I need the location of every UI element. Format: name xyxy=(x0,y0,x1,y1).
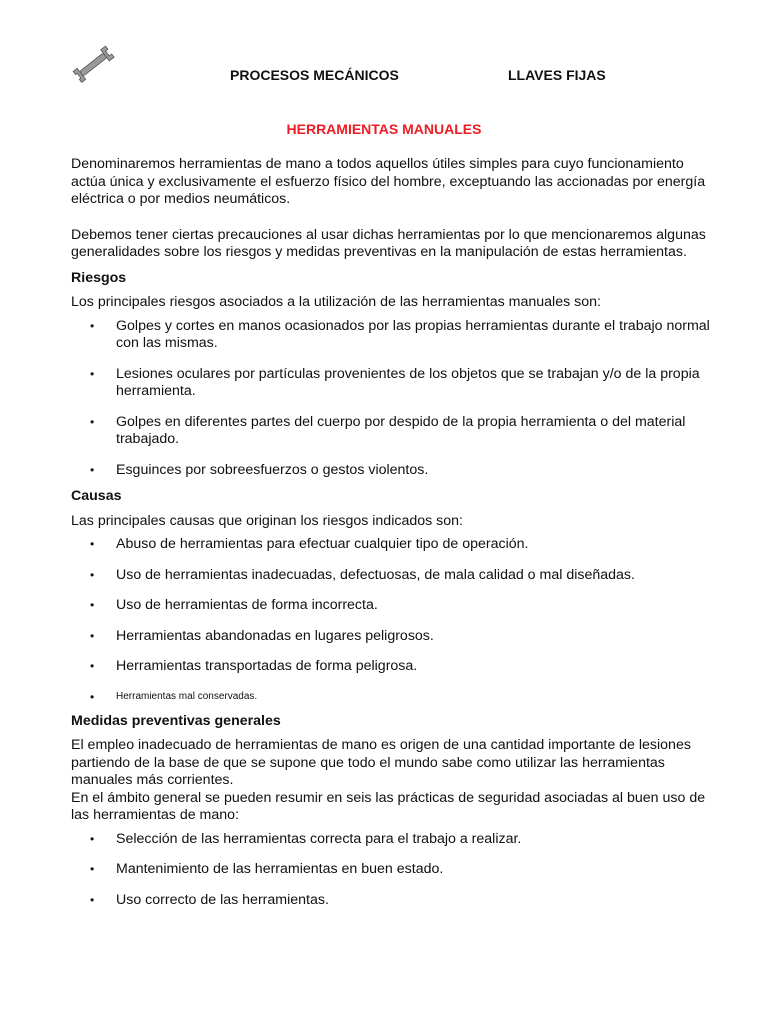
list-item: • Mantenimiento de las herramientas en buen estado. xyxy=(71,861,711,879)
medidas-paragraph-2: En el ámbito general se pueden resumir en seis las prácticas de seguridad asociadas al buen uso de las herramientas de mano: xyxy=(71,789,706,823)
riesgos-intro: Los principales riesgos asociados a la utilización de las herramientas manuales son: xyxy=(71,294,601,310)
medidas-list xyxy=(71,831,711,910)
list-item: • Uso de herramientas de forma incorrecta. xyxy=(71,597,711,615)
list-item: • Abuso de herramientas para efectuar cualquier tipo de operación. xyxy=(71,536,711,554)
page-title: HERRAMIENTAS MANUALES xyxy=(286,121,482,137)
list-item: • Uso de herramientas inadecuadas, defectuosas, de mala calidad o mal diseñadas. xyxy=(71,567,711,585)
medidas-heading: Medidas preventivas generales xyxy=(71,712,281,729)
header-right-title: LLAVES FIJAS xyxy=(508,67,606,83)
list-item: • Herramientas mal conservadas. xyxy=(71,690,711,704)
wrench-icon xyxy=(72,44,116,84)
medidas-paragraph-1: El empleo inadecuado de herramientas de mano es origen de una cantidad importante de lesiones partiendo de la base de que se supone que todo el mundo sabe como utilizar las herramientas manuales más corrientes. xyxy=(71,737,691,788)
riesgos-list xyxy=(71,318,711,480)
header-left-title: PROCESOS MECÁNICOS xyxy=(230,67,399,83)
causas-intro: Las principales causas que originan los riesgos indicados son: xyxy=(71,512,463,529)
list-item: • Herramientas transportadas de forma peligrosa. xyxy=(71,658,711,676)
list-item: • Lesiones oculares por partículas provenientes de los objetos que se trabajan y/o de la propia herramienta. xyxy=(71,366,711,401)
causas-list xyxy=(71,536,711,704)
causas-heading: Causas xyxy=(71,488,122,504)
list-item: • Herramientas abandonadas en lugares peligrosos. xyxy=(71,628,711,646)
riesgos-heading: Riesgos xyxy=(71,269,127,286)
intro-paragraph-2: Debemos tener ciertas precauciones al usar dichas herramientas por lo que mencionaremos algunas generalidades sobre los riesgos y medidas preventivas en la manipulación de estas herramientas. xyxy=(71,226,706,260)
list-item: • Uso correcto de las herramientas. xyxy=(71,892,711,910)
list-item: • Selección de las herramientas correcta para el trabajo a realizar. xyxy=(71,831,711,849)
intro-paragraph-1: Denominaremos herramientas de mano a todos aquellos útiles simples para cuyo funcionamiento actúa única y exclusivamente el esfuerzo físico del hombre, exceptuando las accionadas por energía eléctrica o por medios neumáticos. xyxy=(71,156,706,207)
document-body xyxy=(71,156,711,909)
list-item: • Golpes y cortes en manos ocasionados por las propias herramientas durante el trabajo normal con las mismas. xyxy=(71,318,711,353)
list-item: • Esguinces por sobreesfuerzos o gestos violentos. xyxy=(71,462,711,480)
list-item: • Golpes en diferentes partes del cuerpo por despido de la propia herramienta o del material trabajado. xyxy=(71,414,711,449)
